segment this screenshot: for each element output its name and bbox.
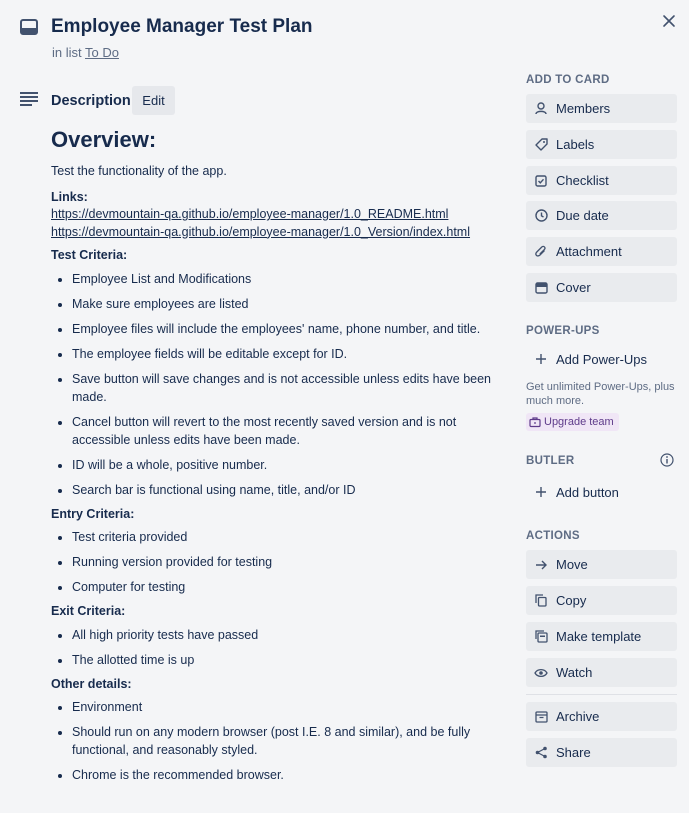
watch-button[interactable]: [526, 658, 677, 687]
list-link[interactable]: To Do: [85, 45, 119, 60]
other-details-label: Other details:: [51, 676, 132, 691]
cover-button[interactable]: [526, 273, 677, 302]
list-item: • The employee fields will be editable except for ID.: [72, 345, 491, 363]
test-criteria-label: Test Criteria:: [51, 248, 128, 262]
list-item: • Search bar is functional using name, title, and/or ID: [72, 481, 491, 499]
labels-button[interactable]: [526, 130, 677, 159]
in-list-info: [52, 45, 119, 60]
other-details-list: [51, 698, 491, 784]
eye-icon: [534, 666, 548, 680]
list-item: • Cancel button will revert to the most recently saved version and is not accessible unless edits have been made.: [72, 413, 491, 449]
due-date-label: Due date: [556, 208, 609, 223]
make-template-label: Make template: [556, 629, 642, 644]
archive-button[interactable]: [526, 702, 677, 731]
copy-button[interactable]: [526, 586, 677, 615]
links-label: Links:: [51, 189, 88, 204]
tag-icon: [534, 138, 548, 152]
list-item: • Employee files will include the employees' name, phone number, and title.: [72, 320, 491, 338]
members-button[interactable]: [526, 94, 677, 123]
links-list: [51, 206, 491, 241]
arrow-right-icon: [534, 558, 548, 572]
entry-criteria-label: Entry Criteria:: [51, 506, 135, 521]
test-criteria-list: [51, 270, 491, 499]
share-label: Share: [556, 745, 591, 760]
exit-criteria-label: Exit Criteria:: [51, 604, 126, 618]
add-butler-label: Add button: [556, 484, 619, 500]
close-icon[interactable]: [658, 10, 680, 32]
overview-heading: Overview:: [51, 127, 157, 152]
overview-text: Test the functionality of the app.: [51, 164, 227, 178]
due-date-button[interactable]: [526, 201, 677, 230]
move-label: Move: [556, 557, 588, 572]
card-icon: [20, 19, 38, 35]
list-item: • Save button will save changes and is not accessible unless edits have been made.: [72, 370, 491, 406]
checklist-label: Checklist: [556, 173, 609, 188]
archive-label: Archive: [556, 709, 600, 724]
card-title: Employee Manager Test Plan: [51, 16, 313, 37]
checkbox-icon: [534, 174, 548, 188]
readme-link[interactable]: https://devmountain-qa.github.io/employee-manager/1.0_README.html: [51, 207, 449, 221]
add-to-card-title: ADD TO CARD: [526, 74, 610, 86]
copy-icon: [534, 594, 548, 608]
entry-criteria-list: [51, 528, 491, 596]
cover-label: Cover: [556, 280, 591, 295]
list-item: • Running version provided for testing: [72, 553, 491, 571]
butler-title: BUTLER: [526, 455, 575, 467]
archive-icon: [534, 710, 548, 724]
description-icon: [20, 92, 38, 106]
actions-divider: [526, 694, 677, 695]
watch-label: Watch: [556, 665, 593, 680]
list-item: • The allotted time is up: [72, 651, 491, 669]
actions-title: ACTIONS: [526, 530, 580, 542]
list-item: • Environment: [72, 698, 491, 716]
info-icon[interactable]: [660, 453, 674, 467]
description-heading: Description: [51, 93, 131, 109]
cover-icon: [534, 281, 548, 295]
attachment-button[interactable]: [526, 237, 677, 266]
list-item: • ID will be a whole, positive number.: [72, 456, 491, 474]
copy-label: Copy: [556, 593, 587, 608]
list-item: • Make sure employees are listed: [72, 295, 491, 313]
briefcase-icon: [529, 416, 541, 428]
add-power-ups-button[interactable]: [526, 346, 677, 372]
share-icon: [534, 746, 548, 760]
attachment-label: Attachment: [556, 244, 622, 259]
upgrade-team-button[interactable]: [526, 413, 619, 431]
version-link[interactable]: https://devmountain-qa.github.io/employee-manager/1.0_Version/index.html: [51, 224, 471, 239]
clock-icon: [534, 209, 548, 223]
move-button[interactable]: [526, 550, 677, 579]
labels-label: Labels: [556, 137, 595, 152]
list-item: • Should run on any modern browser (post I.E. 8 and similar), and be fully functional, and reasonably styled.: [72, 723, 491, 759]
add-power-ups-label: Add Power-Ups: [556, 351, 648, 367]
list-item: • Employee List and Modifications: [72, 270, 491, 288]
power-ups-title: POWER-UPS: [526, 325, 600, 337]
share-button[interactable]: [526, 738, 677, 767]
make-template-button[interactable]: [526, 622, 677, 651]
edit-description-button[interactable]: Edit: [132, 86, 175, 115]
list-item: • Computer for testing: [72, 578, 491, 596]
list-item: • All high priority tests have passed: [72, 626, 491, 644]
add-butler-button[interactable]: [526, 479, 677, 505]
list-item: • Chrome is the recommended browser.: [72, 766, 491, 784]
template-icon: [534, 630, 548, 644]
power-ups-promo: Get unlimited Power-Ups, plus much more.: [526, 381, 675, 407]
plus-icon: [534, 352, 548, 366]
members-label: Members: [556, 101, 611, 116]
description-content: [51, 126, 491, 791]
paperclip-icon: [534, 245, 548, 259]
plus-icon: [534, 485, 548, 499]
person-icon: [534, 102, 548, 116]
exit-criteria-list: [51, 626, 491, 669]
checklist-button[interactable]: [526, 166, 677, 195]
upgrade-team-label: Upgrade team: [544, 416, 614, 428]
in-list-prefix: in list: [52, 45, 82, 60]
list-item: • Test criteria provided: [72, 528, 491, 546]
